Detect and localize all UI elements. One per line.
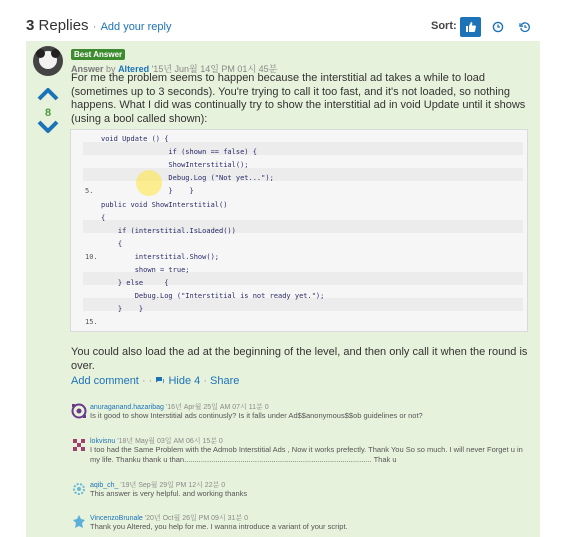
answer-body: For me the problem seems to happen because the interstitial ad takes a while to load (sometimes up to 3 seconds). You're trying to call it too fast, and it's not loaded, so nothing happens. What I did was continually try to show the interstitial ad in void Update until it shows (using a bool called shown): xyxy=(71,72,526,125)
code-line-number: 10. xyxy=(85,252,98,261)
code-line-text: public void ShowInterstitial() xyxy=(101,200,228,209)
code-line xyxy=(101,159,249,172)
code-line xyxy=(85,251,220,264)
clock-icon xyxy=(492,21,504,33)
code-line-number: 15. xyxy=(85,318,98,327)
identicon-avatar[interactable] xyxy=(71,481,87,497)
comment-text: I too had the Same Problem with the Admob Interstitial Ads , Now it works prefectly. Thank You So so much. I will never Forget u in my life. Thanku thank u than.......................................................................................... Thak u xyxy=(90,445,523,464)
answer-author-link[interactable]: Altered xyxy=(118,64,150,74)
code-line xyxy=(101,277,169,290)
code-line-text: } } xyxy=(101,187,194,196)
vote-down-icon[interactable] xyxy=(37,120,59,134)
history-icon xyxy=(519,21,531,33)
comment-text: Is it good to show Interstitial ads continusly? Is it falls under Ad$$anonymous$$ob guidelines or not? xyxy=(90,411,423,420)
code-line xyxy=(101,146,257,159)
avatar[interactable] xyxy=(33,46,63,76)
identicon-avatar[interactable] xyxy=(71,403,87,419)
hide-comments-label: Hide 4 xyxy=(168,375,201,387)
answer-kind: Answer xyxy=(71,64,104,74)
sort-label: Sort: xyxy=(431,20,457,32)
code-line-text: Debug.Log ("Not yet..."); xyxy=(101,174,274,183)
code-line xyxy=(101,303,144,316)
comment-timestamp: '16년 Apr월 25일 AM 07시 11분 0 xyxy=(165,404,269,411)
identicon-avatar[interactable] xyxy=(71,437,87,453)
best-answer-panel xyxy=(26,41,540,537)
code-block xyxy=(70,129,528,332)
hide-comments-link[interactable] xyxy=(155,375,203,387)
comment-author-link[interactable]: aqib_ch_ xyxy=(90,482,119,489)
code-line xyxy=(101,133,169,146)
code-line-text: if (shown == false) { xyxy=(101,148,257,157)
code-line-text: Debug.Log ("Interstitial is not ready yet."); xyxy=(101,292,325,301)
code-line-text: void Update () { xyxy=(101,135,169,143)
separator: · xyxy=(92,21,97,33)
code-line xyxy=(101,238,123,251)
code-line xyxy=(101,290,325,303)
separator-dots: · · xyxy=(141,375,153,387)
code-line-text: } else { xyxy=(101,279,169,288)
code-line-text: if (interstitial.IsLoaded()) xyxy=(101,226,236,235)
add-reply-link[interactable]: Add your reply xyxy=(100,21,172,33)
replies-count xyxy=(26,17,172,34)
answer-timestamp: '15년 Jun월 14일 PM 01시 45분 xyxy=(151,64,278,74)
code-line-text: shown = true; xyxy=(101,266,190,274)
sort-oldest-button[interactable] xyxy=(514,17,535,37)
replies-label: Replies xyxy=(38,17,89,34)
comment-timestamp: '20년 Oct월 26일 PM 09시 31분 0 xyxy=(144,515,249,522)
code-line-text: interstitial.Show(); xyxy=(101,252,220,261)
comment-author-link[interactable]: lokvisnu xyxy=(90,438,116,445)
comment-author-link[interactable]: VincenzoBrunale xyxy=(90,515,143,522)
answer-actions: Add comment · · Hide 4 · Share xyxy=(71,375,240,387)
reply-count-number: 3 xyxy=(26,17,35,34)
comment-timestamp: '19년 Sep월 29일 PM 12시 22분 0 xyxy=(120,482,226,489)
comments-icon xyxy=(155,376,165,385)
code-line-text: { xyxy=(101,213,106,222)
code-line xyxy=(101,264,190,277)
vote-count: 8 xyxy=(44,107,52,119)
vote-widget xyxy=(35,87,61,139)
answer-by: by xyxy=(106,64,116,74)
code-line-number: 5. xyxy=(85,187,94,196)
comment-author-link[interactable]: anuraganand.hazaribag xyxy=(90,404,164,411)
comment-timestamp: '18년 May월 03일 AM 06시 15분 0 xyxy=(117,438,223,445)
code-line xyxy=(101,199,228,212)
code-line xyxy=(101,172,274,185)
answer-footer: You could also load the ad at the beginning of the level, and then only call it when the round is over. xyxy=(71,346,528,372)
sort-votes-button[interactable] xyxy=(460,17,481,37)
share-link[interactable]: Share xyxy=(210,375,240,387)
code-line-text: { xyxy=(101,239,123,248)
code-line xyxy=(101,225,236,238)
identicon-avatar[interactable] xyxy=(71,514,87,530)
best-answer-badge: Best Answer xyxy=(71,49,125,60)
comment-text: This answer is very helpful. and working thanks xyxy=(90,489,248,498)
add-comment-link[interactable]: Add comment xyxy=(71,375,139,387)
sort-newest-button[interactable] xyxy=(487,17,508,37)
vote-up-icon[interactable] xyxy=(37,87,59,101)
code-line-text: ShowInterstitial(); xyxy=(101,161,249,170)
thumbs-up-icon xyxy=(465,21,477,33)
replies-header xyxy=(26,17,536,39)
code-line-text: } } xyxy=(101,305,144,314)
code-line xyxy=(85,185,194,198)
comment-text: Thank you Altered, you help for me. I wanna introduce a variant of your script. xyxy=(90,522,348,531)
